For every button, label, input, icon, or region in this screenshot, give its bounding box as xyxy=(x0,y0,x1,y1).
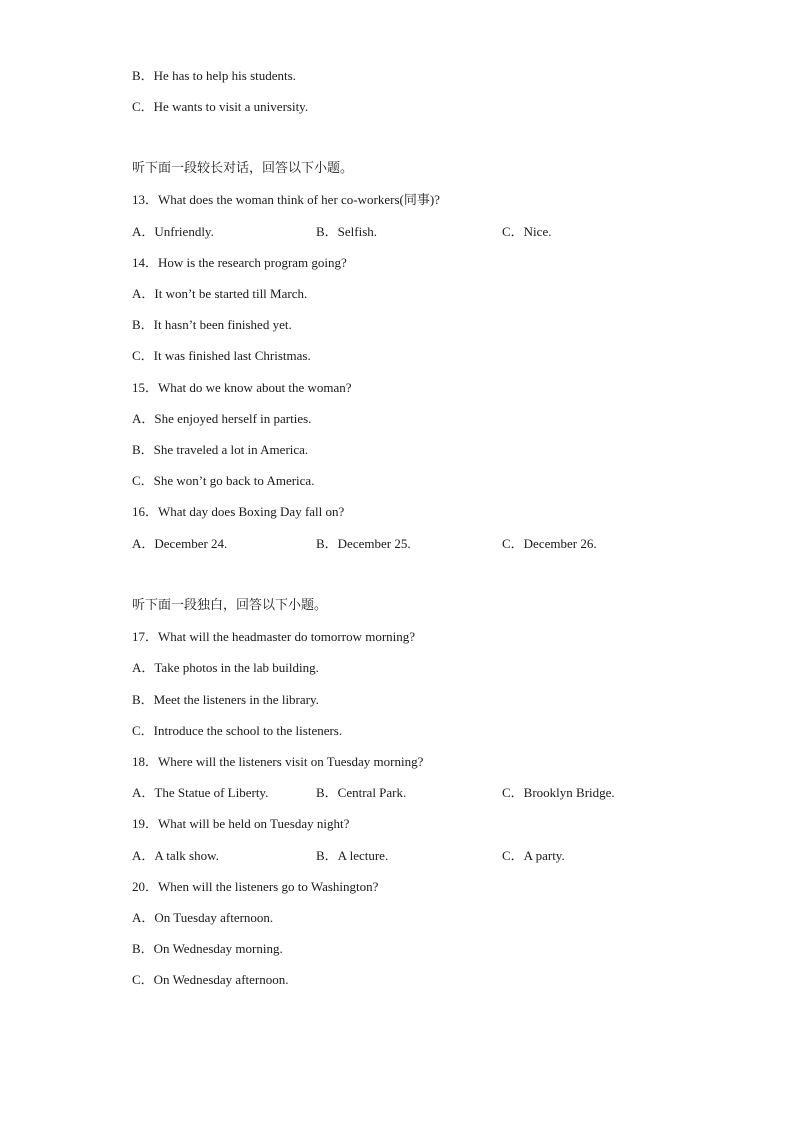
q16-stem: 16．What day does Boxing Day fall on? xyxy=(132,504,345,519)
q19-option-b: B．A lecture. xyxy=(316,848,389,863)
q17-stem: 17．What will the headmaster do tomorrow morning? xyxy=(132,629,416,644)
q13-option-a: A．Unfriendly. xyxy=(132,224,214,239)
q20-option-b: B．On Wednesday morning. xyxy=(132,941,283,956)
q15-option-c: C．She won’t go back to America. xyxy=(132,473,315,488)
q18-option-c: C．Brooklyn Bridge. xyxy=(502,785,615,800)
q19-option-c: C．A party. xyxy=(502,848,565,863)
q17-option-c: C．Introduce the school to the listeners. xyxy=(132,723,343,738)
q15-stem: 15．What do we know about the woman? xyxy=(132,380,352,395)
q14-stem: 14．How is the research program going? xyxy=(132,255,347,270)
q15-option-a: A．She enjoyed herself in parties. xyxy=(132,411,312,426)
dialogue-section-heading: 听下面一段较长对话，回答以下小题。 xyxy=(132,161,354,176)
monologue-section-heading: 听下面一段独白，回答以下小题。 xyxy=(132,598,328,613)
q18-stem: 18．Where will the listeners visit on Tuesday morning? xyxy=(132,754,424,769)
q17-option-a: A．Take photos in the lab building. xyxy=(132,660,319,675)
q16-option-b: B．December 25. xyxy=(316,536,411,551)
q12-option-b: B．He has to help his students. xyxy=(132,68,296,83)
q20-option-c: C．On Wednesday afternoon. xyxy=(132,972,289,987)
q20-stem: 20．When will the listeners go to Washington? xyxy=(132,879,379,894)
q16-option-a: A．December 24. xyxy=(132,536,228,551)
q18-option-b: B．Central Park. xyxy=(316,785,407,800)
q17-option-b: B．Meet the listeners in the library. xyxy=(132,692,319,707)
q18-option-a: A．The Statue of Liberty. xyxy=(132,785,269,800)
q14-option-b: B．It hasn’t been finished yet. xyxy=(132,317,292,332)
q13-option-b: B．Selfish. xyxy=(316,224,378,239)
q19-stem: 19．What will be held on Tuesday night? xyxy=(132,816,350,831)
q14-option-c: C．It was finished last Christmas. xyxy=(132,348,311,363)
q13-stem: 13．What does the woman think of her co-workers(同事)? xyxy=(132,192,440,207)
q12-option-c: C．He wants to visit a university. xyxy=(132,99,309,114)
q15-option-b: B．She traveled a lot in America. xyxy=(132,442,309,457)
q19-option-a: A．A talk show. xyxy=(132,848,219,863)
q13-option-c: C．Nice. xyxy=(502,224,552,239)
q14-option-a: A．It won’t be started till March. xyxy=(132,286,308,301)
q16-option-c: C．December 26. xyxy=(502,536,597,551)
q20-option-a: A．On Tuesday afternoon. xyxy=(132,910,274,925)
